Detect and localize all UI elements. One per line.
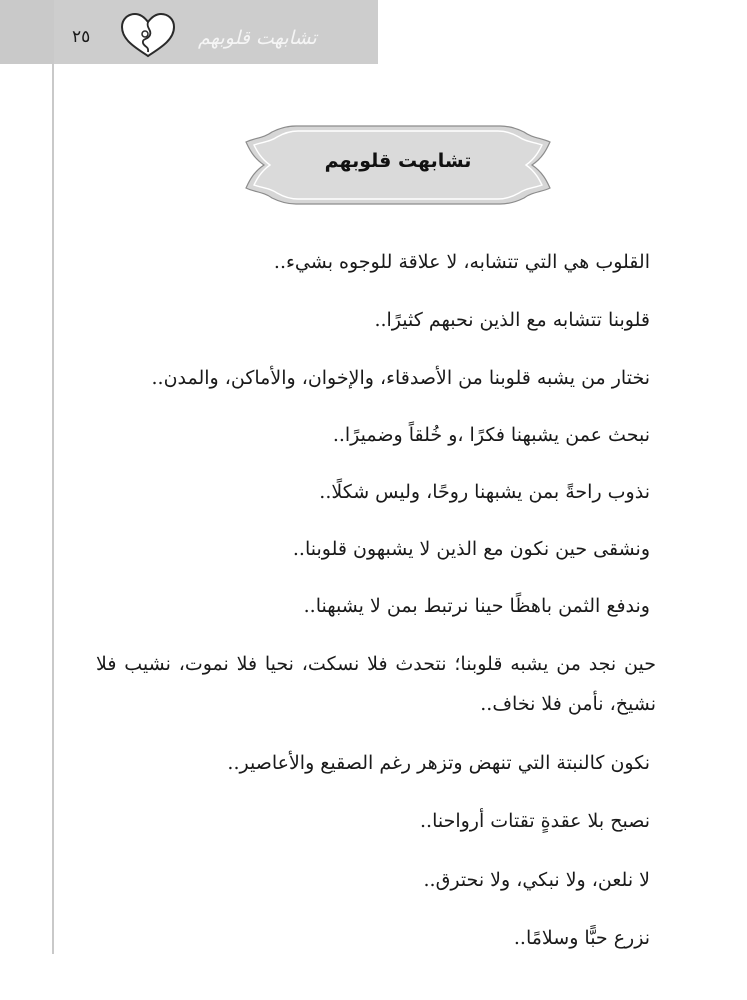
paragraph: القلوب هي التي تتشابه، لا علاقة للوجوه بشيء..	[273, 251, 650, 273]
paragraph: نصبح بلا عقدةٍ تقتات أرواحنا..	[420, 810, 650, 832]
page-number: ٢٥	[72, 27, 91, 47]
heart-puzzle-icon	[116, 10, 180, 60]
chapter-title: تشابهت قلوبهم	[324, 150, 472, 172]
paragraph: قلوبنا تتشابه مع الذين نحبهم كثيرًا..	[374, 309, 650, 331]
paragraph: نبحث عمن يشبهنا فكرًا ،و خُلقاً وضميرًا..	[332, 424, 650, 446]
paragraph: وندفع الثمن باهظًا حينا نرتبط بمن لا يشبهنا..	[303, 595, 650, 617]
chapter-title-plaque	[244, 124, 552, 206]
paragraph: ونشقى حين نكون مع الذين لا يشبهون قلوبنا..	[292, 538, 650, 560]
paragraph: حين نجد من يشبه قلوبنا؛ نتحدث فلا نسكت، نحيا فلا نموت، نشيب فلا نشيخ، نأمن فلا نخاف..	[96, 653, 656, 715]
margin-rule	[52, 64, 54, 954]
paragraph: نختار من يشبه قلوبنا من الأصدقاء، والإخوان، والأماكن، والمدن..	[151, 367, 650, 389]
paragraph: لا نلعن، ولا نبكي، ولا نحترق..	[423, 869, 650, 891]
running-title: تشابهت قلوبهم	[198, 27, 317, 49]
paragraph: نكون كالنبتة التي تنهض وتزهر رغم الصقيع والأعاصير..	[227, 752, 650, 774]
paragraph: نزرع حبًّا وسلامًا..	[513, 927, 650, 949]
paragraph: نذوب راحةً بمن يشبهنا روحًا، وليس شكلًا..	[319, 481, 650, 503]
